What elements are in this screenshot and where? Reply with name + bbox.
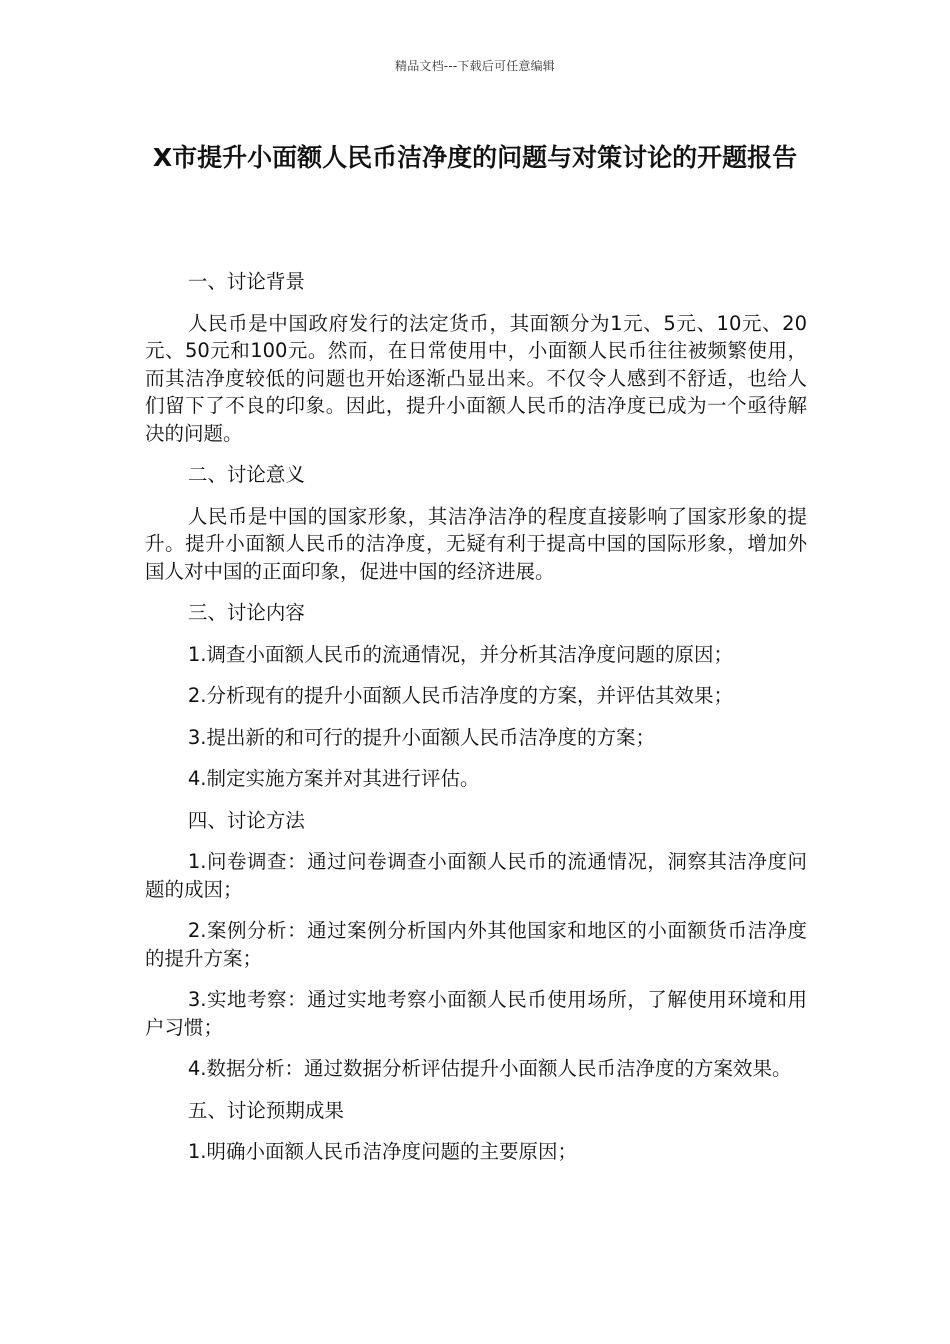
list-item-content-1: 1.调查小面额人民币的流通情况，并分析其洁净度问题的原因； <box>187 642 733 666</box>
list-item-content-4: 4.制定实施方案并对其进行评估。 <box>187 767 480 790</box>
list-item-content-3: 3.提出新的和可行的提升小面额人民币洁净度的方案； <box>187 725 655 749</box>
document-body <box>145 268 807 1180</box>
section-heading-content: 三、讨论内容 <box>187 601 305 624</box>
list-item-method-3: 3.实地考察：通过实地考察小面额人民币使用场所，了解使用环境和用户习惯； <box>145 988 807 1039</box>
list-item-outcome-1: 1.明确小面额人民币洁净度问题的主要原因； <box>187 1140 577 1163</box>
section-heading-outcomes: 五、讨论预期成果 <box>187 1098 344 1122</box>
header-note: 精品文档---下载后可任意编辑 <box>395 59 555 73</box>
paragraph-significance: 人民币是中国的国家形象，其洁净洁净的程度直接影响了国家形象的提升。提升小面额人民币的洁净度，无疑有利于提高中国的国际形象，增加外国人对中国的正面印象，促进中国的经济进展。 <box>145 504 807 583</box>
paragraph-background: 人民币是中国政府发行的法定货币，其面额分为1元、5元、10元、20元、50元和100元。然而，在日常使用中，小面额人民币往往被频繁使用，而其洁净度较低的问题也开始逐渐凸显出来。不仅令人感到不舒适，也给人们留下了不良的印象。因此，提升小面额人民币的洁净度已成为一个亟待解决的问题。 <box>145 311 807 445</box>
list-item-method-4: 4.数据分析：通过数据分析评估提升小面额人民币洁净度的方案效果。 <box>187 1057 792 1080</box>
section-heading-background: 一、讨论背景 <box>187 270 305 293</box>
list-item-method-2: 2.案例分析：通过案例分析国内外其他国家和地区的小面额货币洁净度的提升方案； <box>145 919 807 970</box>
list-item-method-1: 1.问卷调查：通过问卷调查小面额人民币的流通情况，洞察其洁净度问题的成因； <box>145 850 807 901</box>
section-heading-methods: 四、讨论方法 <box>187 808 305 832</box>
document-title: X市提升小面额人民币洁净度的问题与对策讨论的开题报告 <box>152 143 798 172</box>
list-item-content-2: 2.分析现有的提升小面额人民币洁净度的方案，并评估其效果； <box>187 684 733 707</box>
section-heading-significance: 二、讨论意义 <box>187 463 305 486</box>
